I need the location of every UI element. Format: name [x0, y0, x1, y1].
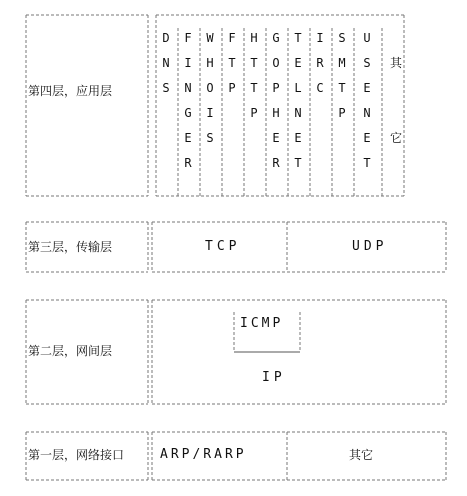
protocol-letter: E — [363, 131, 371, 145]
protocol-letter: U — [363, 31, 371, 45]
icmp-label: ICMP — [240, 316, 284, 331]
application-layer-box — [26, 15, 148, 196]
transport-layer-label: 第三层，传输层 — [28, 240, 113, 254]
protocol-letter: D — [162, 31, 170, 45]
protocol-letter: F — [228, 31, 236, 45]
protocol-letter: P — [338, 106, 346, 120]
protocol-letter: T — [294, 156, 302, 170]
protocol-letter: N — [363, 106, 371, 120]
protocol-letter: I — [316, 31, 324, 45]
protocol-letter: M — [338, 56, 346, 70]
protocol-letter: N — [294, 106, 302, 120]
protocol-letter: E — [363, 81, 371, 95]
protocol-letter: N — [162, 56, 170, 70]
protocol-letter: S — [363, 56, 371, 70]
arp-rarp-label: ARP/RARP — [160, 447, 247, 462]
protocol-letter: I — [206, 106, 214, 120]
ip-label: IP — [262, 370, 286, 385]
protocol-letter: 其 — [389, 56, 402, 70]
protocol-letter: O — [272, 56, 280, 70]
udp-label: UDP — [352, 239, 388, 254]
protocol-letter: T — [228, 56, 236, 70]
protocol-letter: T — [363, 156, 371, 170]
protocol-letter: E — [294, 56, 302, 70]
protocol-letter: W — [206, 31, 214, 45]
protocol-letter: S — [206, 131, 214, 145]
protocol-letter: 它 — [389, 131, 402, 145]
protocol-letter: R — [184, 156, 192, 170]
link-layer-label: 第一层，网络接口 — [28, 448, 125, 462]
protocol-letter: N — [184, 81, 192, 95]
protocol-letter: S — [162, 81, 170, 95]
protocol-letter: I — [184, 56, 192, 70]
protocol-letter: G — [272, 31, 280, 45]
link-other-label: 其它 — [349, 448, 374, 462]
protocol-letter: L — [294, 81, 302, 95]
protocol-letter: T — [338, 81, 346, 95]
protocol-letter: E — [184, 131, 192, 145]
protocol-letter: H — [250, 31, 258, 45]
tcp-label: TCP — [205, 239, 241, 254]
protocol-letter: T — [294, 31, 302, 45]
protocol-letter: H — [206, 56, 214, 70]
network-layer-label: 第二层，网间层 — [28, 344, 113, 358]
protocol-letter: G — [184, 106, 192, 120]
protocol-letter: P — [272, 81, 280, 95]
protocol-letter: P — [250, 106, 258, 120]
transport-protocols-box — [152, 222, 446, 272]
protocol-letter: E — [272, 131, 280, 145]
protocol-letter: T — [250, 56, 258, 70]
application-layer-label: 第四层，应用层 — [28, 84, 113, 98]
protocol-letter: T — [250, 81, 258, 95]
protocol-letter: C — [316, 81, 324, 95]
protocol-letter: O — [206, 81, 214, 95]
protocol-letter: P — [228, 81, 236, 95]
protocol-letter: H — [272, 106, 280, 120]
protocol-letter: R — [316, 56, 324, 70]
protocol-letter: E — [294, 131, 302, 145]
protocol-letter: S — [338, 31, 346, 45]
protocol-letter: F — [184, 31, 192, 45]
protocol-letter: R — [272, 156, 280, 170]
